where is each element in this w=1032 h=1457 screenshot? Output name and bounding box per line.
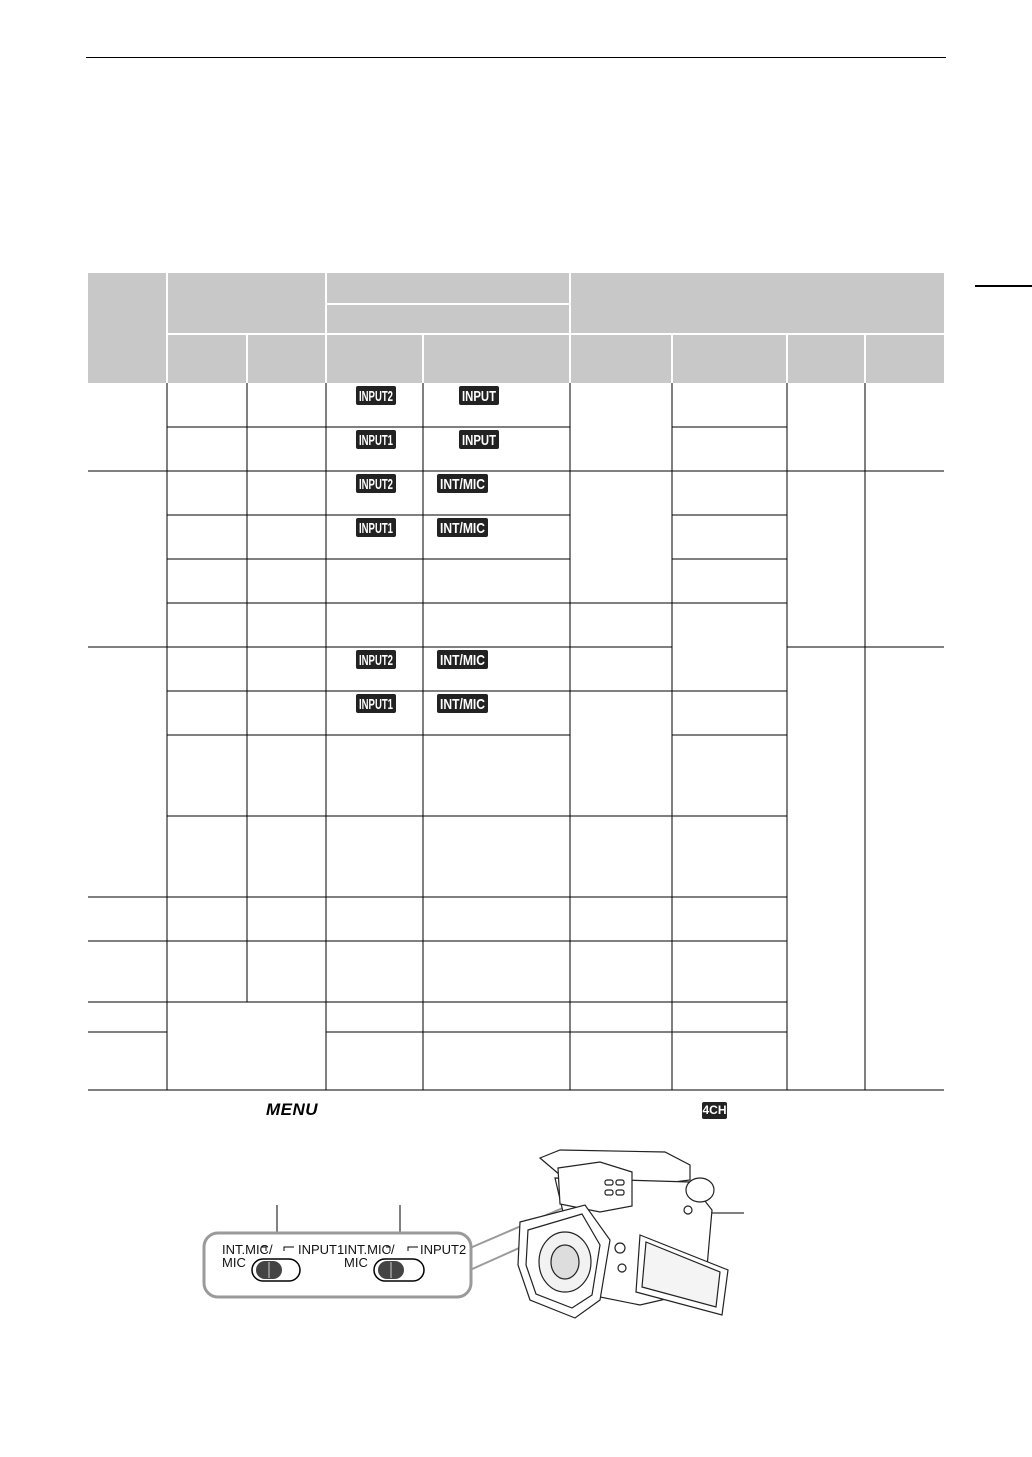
- switch2-top-label: INT.MIC/: [344, 1242, 395, 1257]
- svg-text:INPUT2: INPUT2: [359, 652, 393, 669]
- 4ch-badge: 4CH: [702, 1103, 727, 1117]
- svg-text:INPUT: INPUT: [462, 388, 496, 405]
- svg-text:INPUT1: INPUT1: [359, 520, 393, 537]
- svg-text:INT/MIC: INT/MIC: [440, 476, 486, 493]
- switch1-top-label: INT.MIC/: [222, 1242, 273, 1257]
- svg-text:INT/MIC: INT/MIC: [440, 652, 486, 669]
- svg-text:INPUT2: INPUT2: [359, 476, 393, 493]
- svg-text:INPUT2: INPUT2: [359, 388, 393, 405]
- svg-text:INPUT: INPUT: [462, 432, 496, 449]
- switch1-right-label: INPUT1: [298, 1242, 345, 1257]
- switch1-bottom-label: MIC: [222, 1255, 246, 1270]
- switch2-right-label: INPUT2: [420, 1242, 467, 1257]
- svg-text:INT/MIC: INT/MIC: [440, 696, 486, 713]
- camcorder-drawing: [518, 1150, 728, 1318]
- svg-text:INPUT1: INPUT1: [359, 432, 393, 449]
- switch2-bottom-label: MIC: [344, 1255, 368, 1270]
- svg-text:INPUT1: INPUT1: [359, 696, 393, 713]
- menu-button-glyph: MENU: [266, 1100, 319, 1119]
- svg-text:INT/MIC: INT/MIC: [440, 520, 486, 537]
